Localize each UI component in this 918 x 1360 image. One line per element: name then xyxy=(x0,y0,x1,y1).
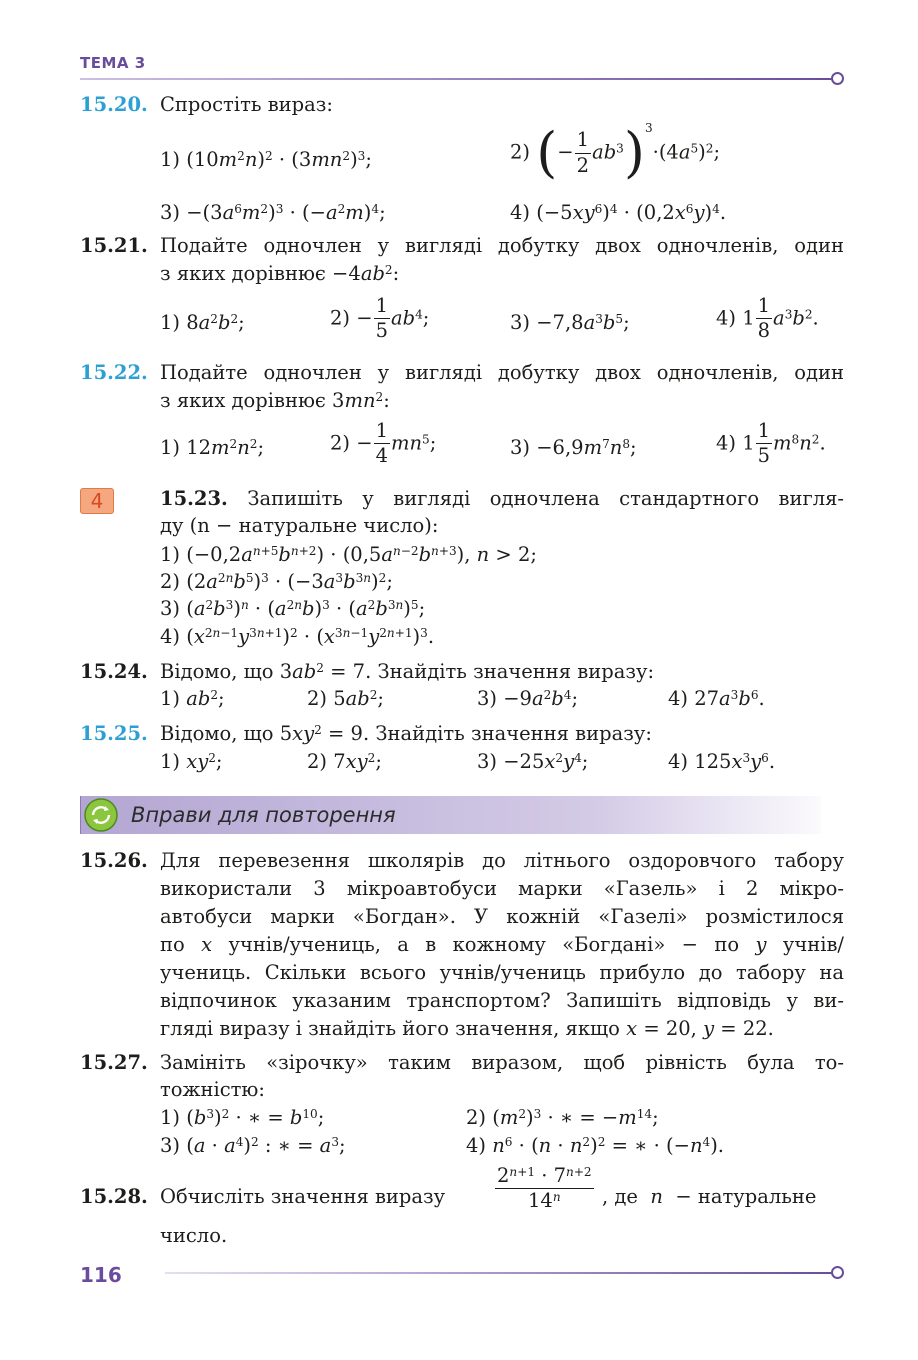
expr-15-27-2: 2) $(m^2)^3$ · ∗ = $-m^{14}$; xyxy=(466,1106,659,1129)
problem-text-prefix: з яких дорівнює xyxy=(160,389,326,412)
problem-text-line: , де n − натуральне xyxy=(602,1185,817,1208)
problem-text-line: автобуси марки «Богдан». У кожній «Газелі» розмістилося xyxy=(160,905,844,928)
header-rule-end-icon xyxy=(831,72,844,85)
expr-15-20-3: $3) -(3a^6m^2)^3 \cdot (-a^2m)^4$; xyxy=(160,201,386,224)
expr-15-24-2: 2) $5ab^2$; xyxy=(307,687,384,710)
repeat-arrows-icon xyxy=(83,797,119,833)
repeat-section-title: Вправи для повторення xyxy=(131,803,396,827)
item-label: 2) xyxy=(510,140,531,164)
expr-15-21-2: 2) − $\frac{1}{5}$ $ab^4$; xyxy=(330,294,430,343)
expr-15-24-3: $3) -9a^2b^4$; xyxy=(477,687,579,710)
text-part: , де xyxy=(602,1185,638,1208)
item-label: 2) xyxy=(160,570,181,593)
problem-text: з яких дорівнює $-4ab^2$: xyxy=(160,262,400,285)
expr-15-22-1: 1) $12m^2n^2$; xyxy=(160,436,265,459)
expr-15-23-2: 2) $(2a^{2n}b^5)^3 \cdot (-3a^3b^{3n})^2$; xyxy=(160,570,393,593)
problem-text-line: Обчисліть значення виразу xyxy=(160,1185,446,1208)
header-rule xyxy=(80,78,832,80)
expr-15-22-2: 2) − $\frac{1}{4}$ $mn^5$; xyxy=(330,419,437,468)
item-label: 3) xyxy=(510,436,531,459)
expr-15-23-4: 4) $(x^{2n-1}y^{3n+1})^2 \cdot (x^{3n-1}y^{2n+1})^3$. xyxy=(160,625,435,648)
expr-15-22-3: $3) -6,9m^7n^8$; xyxy=(510,436,637,459)
text-part: по xyxy=(160,933,185,956)
problem-text-line: використали 3 мікроавтобуси марки «Газель» і 2 мікро- xyxy=(160,877,844,900)
item-label: 1) xyxy=(160,436,181,459)
problem-number: 15.27. xyxy=(80,1051,148,1074)
problem-text: з яких дорівнює $3mn^2$: xyxy=(160,389,390,412)
item-label: 4) xyxy=(510,201,531,224)
item-label: 1) xyxy=(160,750,181,773)
problem-text-line: Для перевезення школярів до літнього оздоровчого табору xyxy=(160,849,844,872)
expr-15-25-4: 4) $125x^3y^6$. xyxy=(668,750,776,773)
item-label: 3) xyxy=(477,750,498,773)
item-label: 3) xyxy=(510,311,531,334)
expr-15-25-2: 2) $7xy^2$; xyxy=(307,750,382,773)
expr-15-25-3: $3) -25x^2y^4$; xyxy=(477,750,589,773)
problem-text-line: ду (n − натуральне число): xyxy=(160,514,439,537)
problem-number: 15.26. xyxy=(80,849,148,872)
expr-15-20-2: 2) (− $\frac{1}{2}$ $ab^3)^3\cdot(4a^5)^2$; xyxy=(510,120,721,184)
footer-rule xyxy=(165,1272,833,1274)
expr-15-27-1: 1) $(b^3)^2$ · ∗ = $b^{10}$; xyxy=(160,1106,325,1129)
expr-15-28: $\frac{2^{n+1} \cdot 7^{n+2}}{14^n}$ xyxy=(497,1164,592,1213)
problem-text-prefix: з яких дорівнює xyxy=(160,262,326,285)
expr-15-27-3: 3) $(a \cdot a^4)^2$ : ∗ = $a^3$; xyxy=(160,1134,346,1157)
text-part: учнів/учениць, а в кожному «Богдані» − по xyxy=(228,933,740,956)
problem-number: 15.21. xyxy=(80,234,148,257)
expr-15-21-1: 1) $8a^2b^2$; xyxy=(160,311,245,334)
problem-text: Відомо, що $3ab^2 = 7$. Знайдіть значення виразу: xyxy=(160,660,655,683)
expr-15-24-1: 1) $ab^2$; xyxy=(160,687,225,710)
expr-15-21-4: 4) 1 $\frac{1}{8}$ $a^3b^2$. xyxy=(716,294,819,343)
problem-number: 15.25. xyxy=(80,722,148,745)
item-label: 4) xyxy=(668,750,689,773)
expr-15-20-4: 4) $(-5xy^6)^4 \cdot (0,2x^6y)^4$. xyxy=(510,201,727,224)
problem-text: Подайте одночлен у вигляді добутку двох одночленів, один xyxy=(160,361,844,384)
expr-15-23-1: 1) $(-0,2a^{n+5}b^{n+2}) \cdot (0,5a^{n-2}b^{n+3})$, n > 2; xyxy=(160,543,537,566)
item-label: 4) xyxy=(716,431,737,455)
problem-text xyxy=(160,489,844,509)
topic-label: ТЕМА 3 xyxy=(80,54,146,72)
problem-number: 15.20. xyxy=(80,93,148,116)
problem-prompt: Спростіть вираз: xyxy=(160,93,333,116)
condition-prefix: Відомо, що xyxy=(160,660,274,683)
expr-15-22-4: 4) 1 $\frac{1}{5}$ $m^8n^2$. xyxy=(716,419,826,468)
problem-text: Подайте одночлен у вигляді добутку двох одночленів, один xyxy=(160,234,844,257)
expr-15-24-4: 4) $27a^3b^6$. xyxy=(668,687,765,710)
problem-text-line: Запишіть у вигляді одночлена стандартного вигля- xyxy=(247,487,845,510)
problem-text-line: відпочинок указаним транспортом? Запишіть відповідь у ви- xyxy=(160,989,844,1012)
item-label: 4) xyxy=(466,1134,487,1157)
expr-15-27-4: 4) $n^6 \cdot (n \cdot n^2)^2$ = ∗ · $(-n^4)$. xyxy=(466,1134,724,1157)
expr-15-25-1: 1) $xy^2$; xyxy=(160,750,223,773)
item-label: 1) xyxy=(160,148,181,171)
problem-text-line: число. xyxy=(160,1224,228,1247)
problem-text-line: по x учнів/учениць, а в кожному «Богдані» − по y учнів/ xyxy=(160,933,844,956)
item-label: 2) xyxy=(330,306,351,330)
item-label: 3) xyxy=(160,1134,181,1157)
condition-suffix: . Знайдіть значення виразу: xyxy=(362,722,652,745)
item-label: 3) xyxy=(477,687,498,710)
level-badge: 4 xyxy=(80,488,114,514)
expr-15-21-3: $3) -7,8a^3b^5$; xyxy=(510,311,630,334)
problem-text: Відомо, що $5xy^2 = 9$. Знайдіть значення виразу: xyxy=(160,722,652,745)
text-part: учнів/ xyxy=(782,933,844,956)
problem-text-line: гляді виразу і знайдіть його значення, якщо x = 20, y = 22. xyxy=(160,1017,774,1040)
expr-15-23-3: 3) $(a^2b^3)^n \cdot (a^{2n}b)^3 \cdot (a^2b^{3n})^5$; xyxy=(160,597,426,620)
problem-number: 15.22. xyxy=(80,361,148,384)
text-part: − натуральне xyxy=(675,1185,817,1208)
problem-number: 15.28. xyxy=(80,1185,148,1208)
item-label: 1) xyxy=(160,311,181,334)
item-label: 1) xyxy=(160,1106,181,1129)
problem-number: 15.24. xyxy=(80,660,148,683)
item-label: 2) xyxy=(466,1106,487,1129)
item-label: 3) xyxy=(160,597,181,620)
footer-rule-end-icon xyxy=(831,1266,844,1279)
item-label: 4) xyxy=(160,625,181,648)
item-label: 1) xyxy=(160,543,181,566)
page-number: 116 xyxy=(80,1263,122,1287)
item-label: 3) xyxy=(160,201,181,224)
repeat-section-banner xyxy=(80,796,821,834)
item-label: 1) xyxy=(160,687,181,710)
text-part: гляді виразу і знайдіть його значення, якщо xyxy=(160,1017,620,1040)
item-label: 4) xyxy=(716,306,737,330)
item-label: 2) xyxy=(307,687,328,710)
problem-text-line: учениць. Скільки всього учнів/учениць прибуло до табору на xyxy=(160,961,844,984)
item-label: 4) xyxy=(668,687,689,710)
expr-15-20-1: 1) $(10m^2n)^2 \cdot (3mn^2)^3$; xyxy=(160,148,372,171)
item-label: 2) xyxy=(330,431,351,455)
condition-prefix: Відомо, що xyxy=(160,722,274,745)
problem-number: 15.23. xyxy=(160,487,228,510)
item-label: 2) xyxy=(307,750,328,773)
problem-text-line: Замініть «зірочку» таким виразом, щоб рівність була то- xyxy=(160,1051,844,1074)
condition-suffix: . Знайдіть значення виразу: xyxy=(365,660,655,683)
problem-text-line: тожністю: xyxy=(160,1078,265,1101)
